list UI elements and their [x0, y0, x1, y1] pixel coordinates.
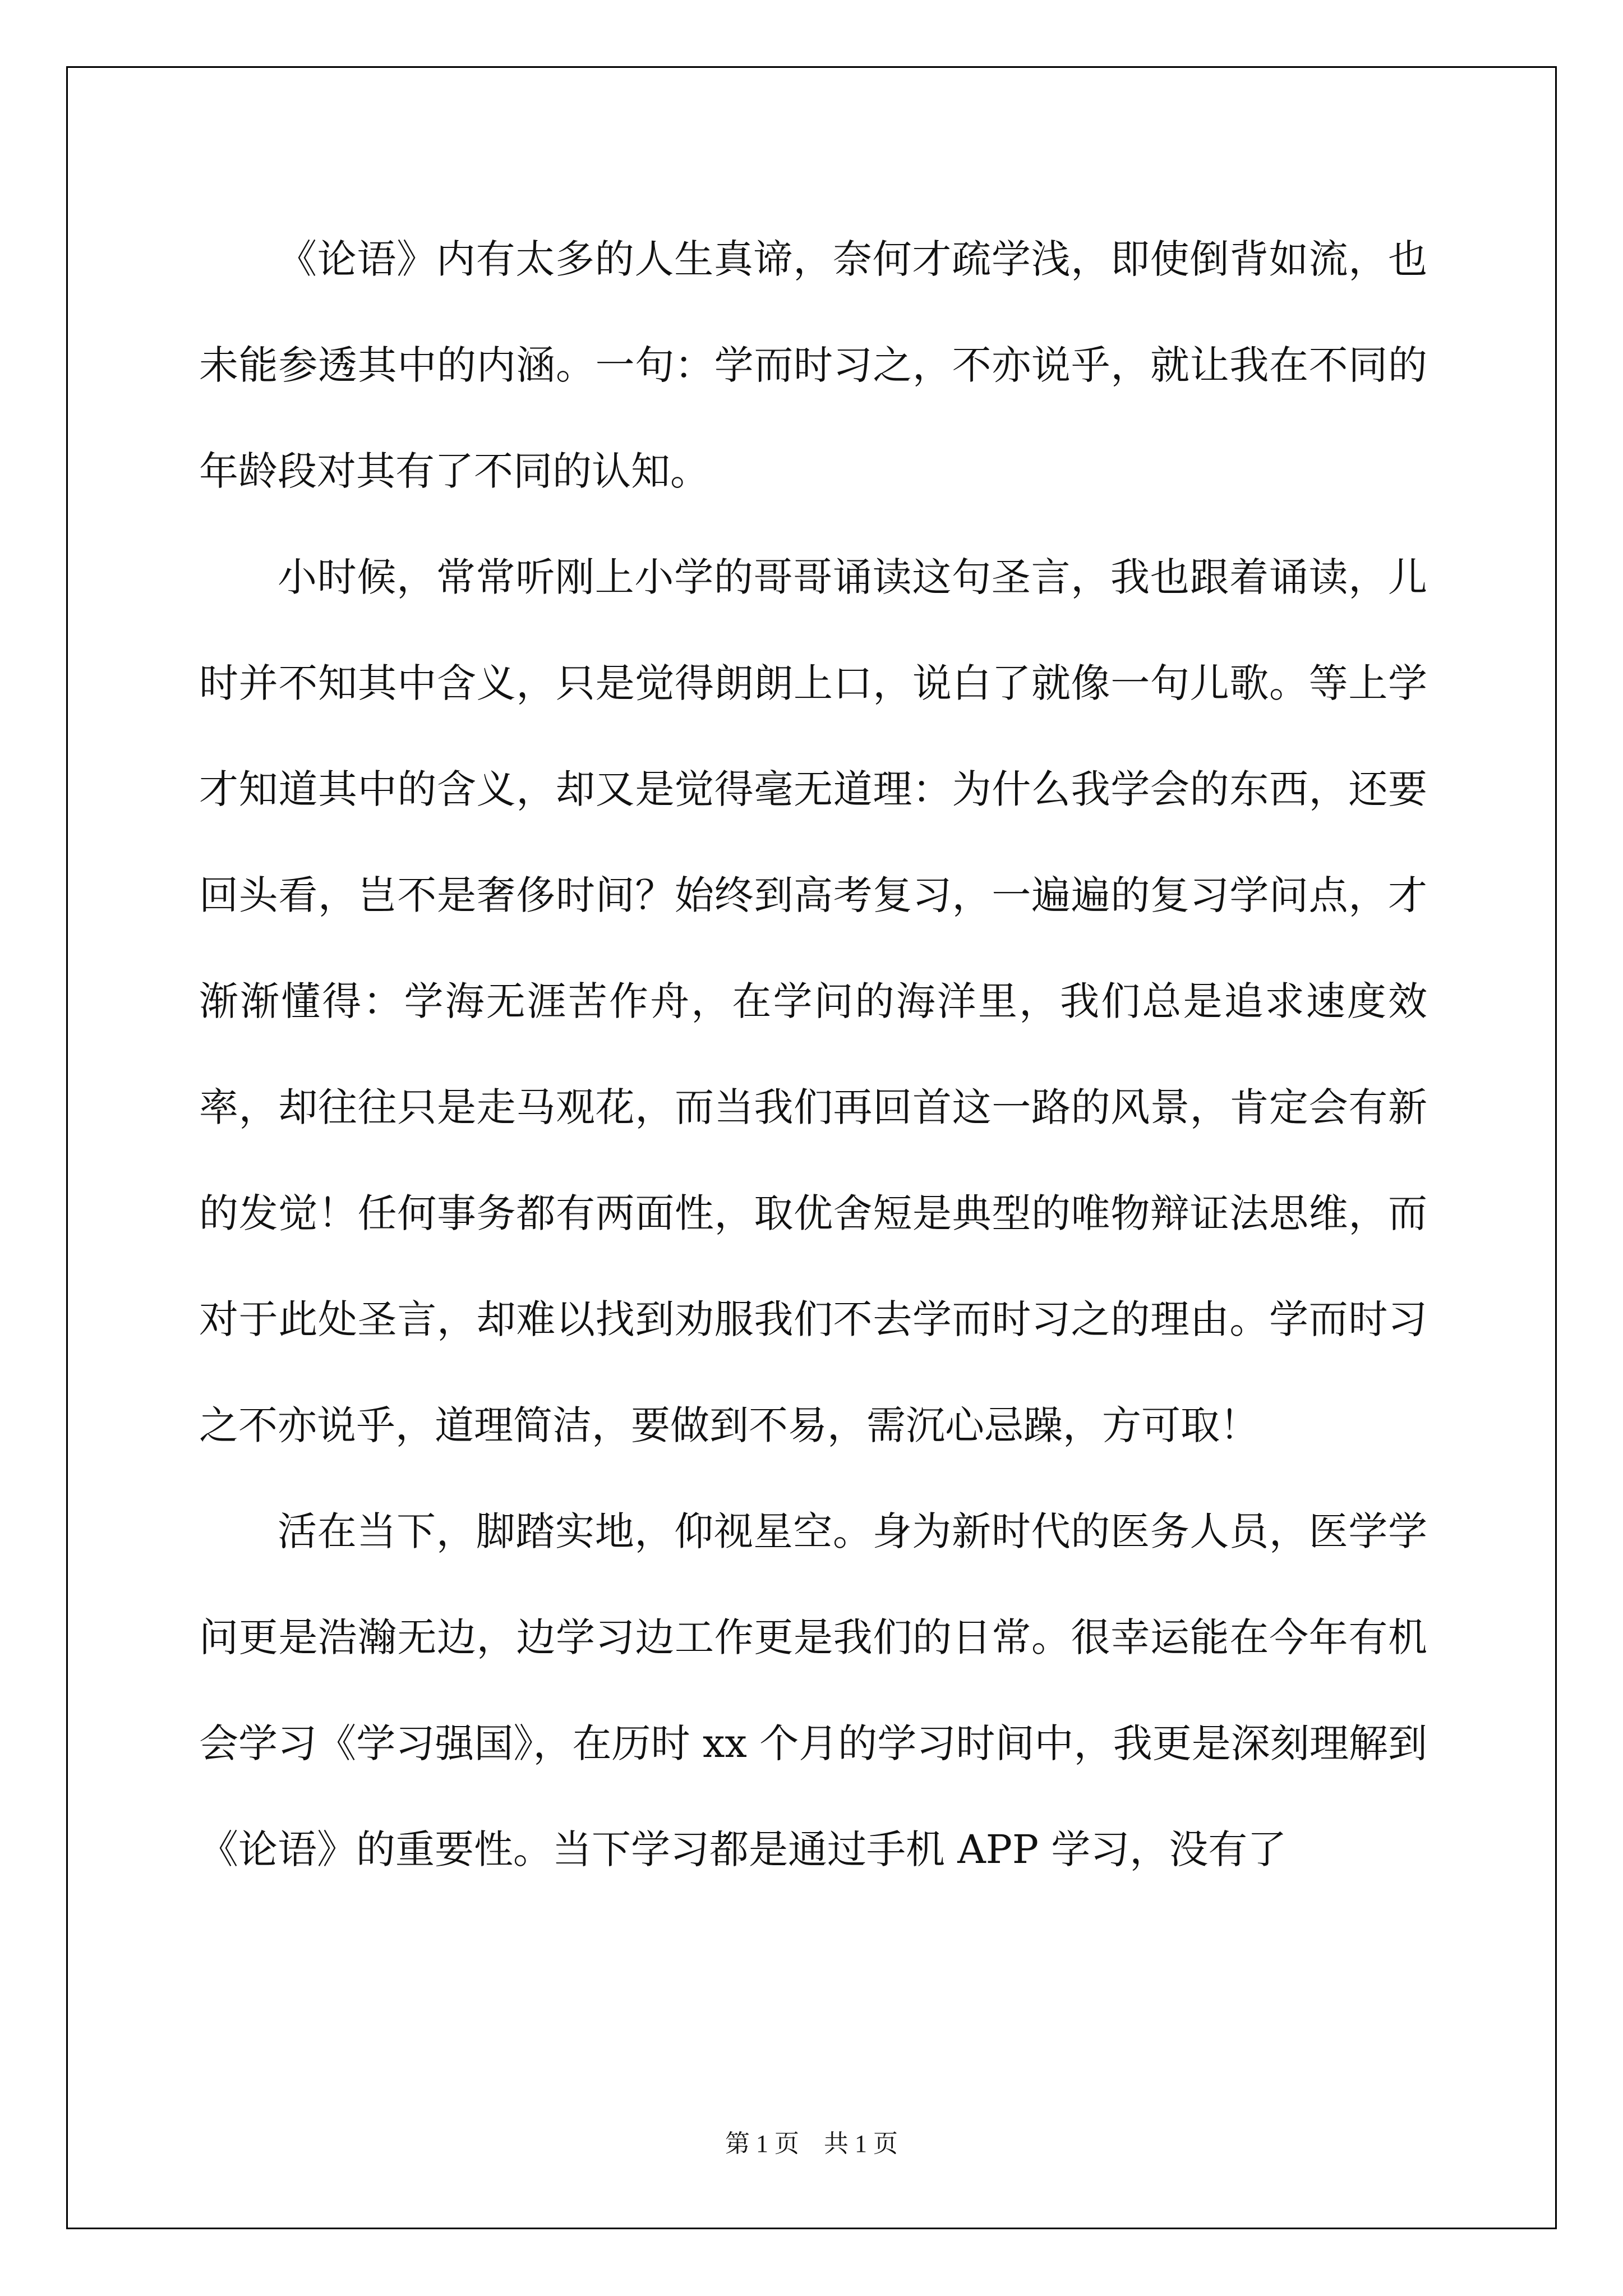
- paragraph-3: 活在当下，脚踏实地，仰视星空。身为新时代的医务人员，医学学问更是浩瀚无边，边学习边工作更是我们的日常。很幸运能在今年有机会学习《学习强国》，在历时 xx 个月的学习时间中，我更是深刻理解到《论语》的重要性。当下学习都是通过手机 APP 学习，没有了: [199, 1508, 1427, 1872]
- paragraph-1: 《论语》内有太多的人生真谛，奈何才疏学浅，即使倒背如流，也未能参透其中的内涵。一句：学而时习之，不亦说乎，就让我在不同的年龄段对其有了不同的认知。: [199, 236, 1427, 494]
- paragraph-2: 小时候，常常听刚上小学的哥哥诵读这句圣言，我也跟着诵读，儿时并不知其中含义，只是觉得朗朗上口，说白了就像一句儿歌。等上学才知道其中的含义，却又是觉得毫无道理：为什么我学会的东西，还要回头看，岂不是奢侈时间？始终到高考复习，一遍遍的复习学问点，才渐渐懂得：学海无涯苦作舟，在学问的海洋里，我们总是追求速度效率，却往往只是走马观花，而当我们再回首这一路的风景，肯定会有新的发觉！任何事务都有两面性，取优舍短是典型的唯物辩证法思维，而对于此处圣言，却难以找到劝服我们不去学而时习之的理由。学而时习之不亦说乎，道理简洁，要做到不易，需沉心忌躁，方可取！: [199, 554, 1427, 1448]
- page-number-footer: 第 1 页 共 1 页: [725, 2130, 898, 2157]
- document-body: [199, 206, 1427, 1903]
